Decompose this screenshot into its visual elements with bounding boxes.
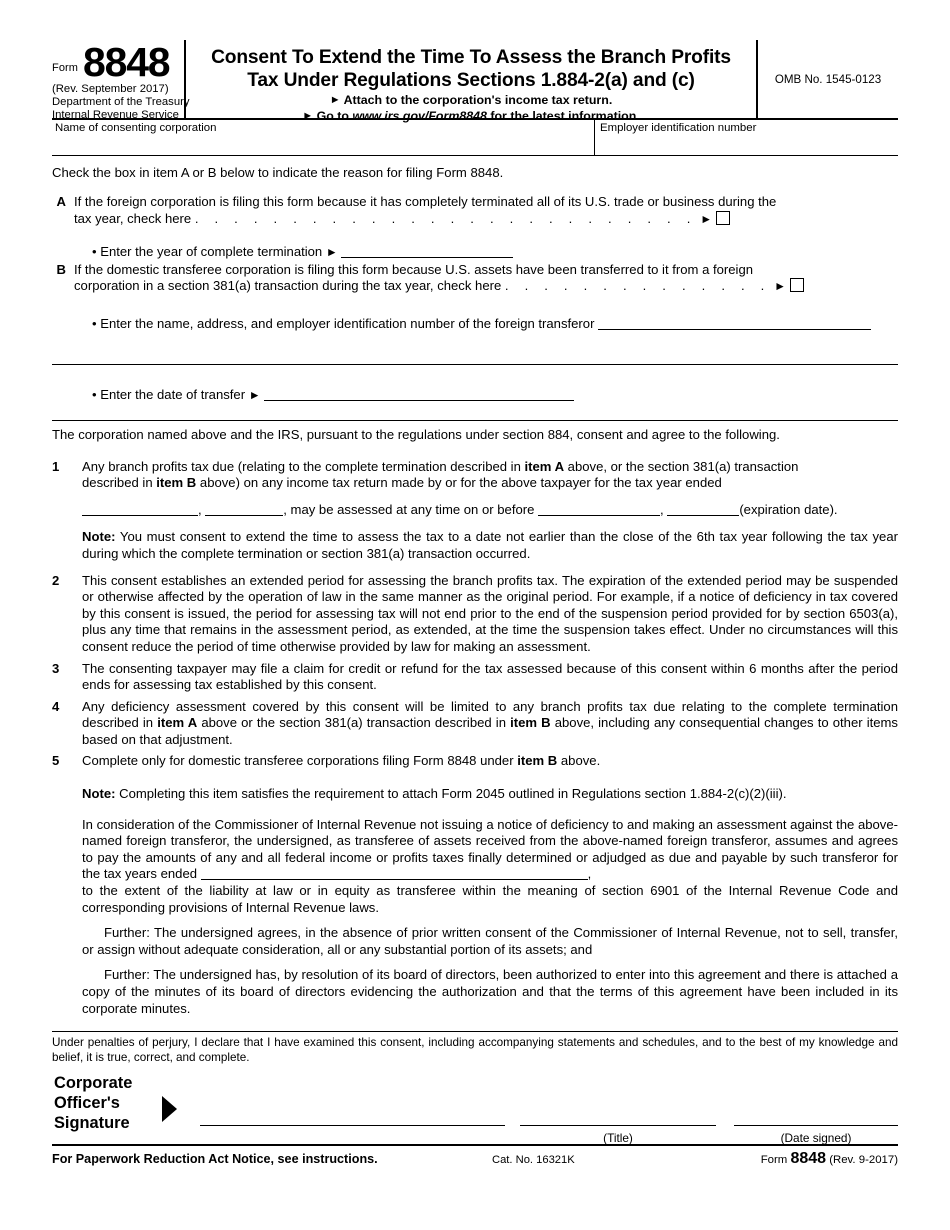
triangle-bullet-icon: ►: [302, 110, 314, 122]
consenting-corporation-label: Name of consenting corporation: [55, 122, 217, 134]
item-5-note: [82, 786, 898, 803]
consent-section-divider: [52, 420, 898, 421]
revision-date: (Rev. September 2017): [52, 83, 169, 95]
item-a-text-line-2: [74, 211, 898, 228]
form-sheet: [52, 40, 898, 1168]
item-5-bold-item-b: item B: [517, 753, 558, 769]
ein-field[interactable]: [595, 120, 898, 155]
form-title-line-2: Tax Under Regulations Sections 1.884-2(a) and (c): [247, 70, 695, 91]
triangle-bullet-icon: ►: [329, 94, 341, 106]
item-5-paragraph-1-text: In consideration of the Commissioner of Internal Revenue not issuing a notice of deficiency to and making an assessment against the above-named foreign transferor, the undersigned, as transferee of assets received from the above-named foreign transferor, assumes and agrees to pay the amounts of any and all federal income or profits taxes finally determined or adjudged as due and payable by such transferor for the tax years ended: [82, 816, 898, 882]
triangle-pointer-icon: ►: [774, 279, 787, 294]
item-5-paragraph-2: Further: The undersigned agrees, in the absence of prior written consent of the Commissioner of Internal Revenue, not to sell, transfer, or assign without adequate consideration, all or any substantial portion of its assets; and: [82, 925, 898, 957]
item-a-checkbox[interactable]: [716, 211, 730, 225]
bullet-year-label: Enter the year of complete termination: [100, 244, 323, 260]
foreign-transferor-input-line-1[interactable]: [598, 316, 871, 330]
signature-label-line-2: Officer's: [54, 1094, 120, 1113]
comma-separator-1: ,: [198, 501, 202, 517]
item-5-paragraph-3: Further: The undersigned has, by resolution of its board of directors, been authorized to enter into this agreement and there is attached a copy of the minutes of its board of directors evidencing the authorization and that the terms of this agreement have been included in its corporate minutes.: [82, 967, 898, 1016]
title-input-line[interactable]: [520, 1125, 716, 1126]
item-3-number: 3: [52, 660, 60, 676]
bullet-dot-icon: •: [92, 386, 97, 402]
form-header: [52, 39, 898, 123]
consent-agreement-intro: The corporation named above and the IRS, pursuant to the regulations under section 884, consent and agree to the following.: [52, 427, 780, 443]
bullet-year-row: [92, 244, 898, 261]
signature-area: [52, 1069, 898, 1144]
goto-prefix: Go to: [316, 109, 349, 123]
item-1-fill-line: [82, 502, 898, 519]
item-5-note-text: Completing this item satisfies the requirement to attach Form 2045 outlined in Regulations section 1.884-2(c)(2)(iii).: [115, 786, 787, 802]
title-caption: (Title): [603, 1131, 633, 1146]
item-b-row: [52, 262, 898, 295]
form-word-label: Form: [52, 62, 79, 74]
numbered-item-2: [52, 573, 898, 656]
department-line-1: Department of the Treasury: [52, 96, 190, 109]
signature-triangle-icon: [162, 1096, 177, 1122]
foreign-transferor-line-2-wrap: [52, 350, 898, 368]
item-3-text: The consenting taxpayer may file a claim for credit or refund for the tax assessed because of this consent within 6 months after the period ends for assessing tax established by this consent.: [82, 660, 898, 693]
catalog-number: Cat. No. 16321K: [492, 1154, 575, 1167]
form-title-line-1: Consent To Extend the Time To Assess the Branch Profits: [211, 47, 731, 68]
date-signed-input-line[interactable]: [734, 1125, 898, 1126]
item-1-end-text: (expiration date).: [739, 501, 838, 517]
item-2-text: This consent establishes an extended period for assessing the branch profits tax. The expiration of the extended period may be suspended or otherwise affected by the operation of law in the same manner as the original period. For example, if a notice of deficiency in tax covered by this consent is issued, the period for assessing tax will not end prior to the end of the suspension period provided for by section 6503(a), plus any time that remains in the assessment period, as extended, at the time the suspension takes effect. Under no circumstances will this consent reduce the period of time otherwise provided by law for making an assessment.: [82, 572, 898, 654]
triangle-pointer-icon: ►: [700, 211, 713, 226]
leader-dots: . . . . . . . . . . . . . .: [504, 278, 771, 294]
numbered-item-5: [52, 753, 898, 1017]
goto-suffix: for the latest information.: [490, 109, 640, 123]
tax-year-ended-year-input[interactable]: [205, 502, 283, 516]
leader-dots: . . . . . . . . . . . . . . . . . . . . . . . . . .: [194, 210, 697, 226]
item-5-text-part-1: Complete only for domestic transferee corporations filing Form 8848 under: [82, 753, 518, 769]
item-1-body: [82, 459, 898, 563]
name-ein-row: [52, 120, 898, 156]
date-of-transfer-input[interactable]: [264, 387, 574, 401]
footer-form-word: Form: [760, 1154, 788, 1167]
triangle-pointer-icon: ►: [248, 387, 261, 402]
footer-form-id: [698, 1150, 898, 1168]
item-4-text-part-1: Any deficiency assessment covered by this consent will be limited to any branch profits tax due relating to the complete termination described in: [82, 698, 898, 731]
item-1-line-1: [82, 459, 898, 476]
item-4-text-part-2: above or the section 381(a) transaction described in: [197, 715, 511, 731]
assessment-deadline-year-input[interactable]: [667, 502, 739, 516]
item-1-bold-item-a: item A: [524, 458, 565, 474]
item-5-paragraph-1: [82, 817, 898, 883]
transferee-tax-years-ended-input[interactable]: [201, 866, 588, 880]
year-of-termination-input[interactable]: [341, 244, 513, 258]
item-4-number: 4: [52, 698, 60, 714]
bullet-date-row: [92, 387, 898, 404]
item-1-bold-item-b: item B: [156, 475, 197, 491]
item-1-note-label: Note:: [82, 529, 116, 545]
item-1-text-part-1: Any branch profits tax due (relating to the complete termination described in: [82, 458, 525, 474]
comma-separator-3: ,: [587, 866, 592, 882]
ein-label: Employer identification number: [600, 122, 757, 134]
attach-instruction: [190, 93, 752, 108]
item-a-row: [52, 194, 898, 227]
bullet-date-label: Enter the date of transfer: [100, 386, 246, 402]
item-5-number: 5: [52, 753, 60, 769]
footer-form-number: 8848: [790, 1150, 827, 1168]
item-5-body: [82, 753, 898, 1017]
signature-label-line-1: Corporate: [54, 1074, 133, 1093]
numbered-item-1: [52, 459, 898, 563]
goto-url[interactable]: www.irs.gov/Form8848: [352, 109, 487, 123]
revision-block: [52, 83, 190, 122]
form-footer: [52, 1144, 898, 1168]
header-left-block: [52, 39, 190, 122]
comma-separator-2: ,: [660, 501, 664, 517]
item-5-paragraph-1-cont: to the extent of the liability at law or in equity as transferee within the meaning of section 6901 of the Internal Revenue Code and corresponding provisions of Internal Revenue laws.: [82, 883, 898, 915]
signature-label-line-3: Signature: [54, 1114, 130, 1133]
item-1-note: [82, 529, 898, 562]
item-b-checkbox[interactable]: [790, 278, 804, 292]
bullet-dot-icon: •: [92, 244, 97, 260]
item-a-letter: A: [56, 194, 66, 209]
item-a-body: [74, 194, 898, 227]
item-4-body: [82, 699, 898, 749]
item-1-line-2-pre: described in: [82, 475, 157, 491]
tax-year-ended-month-input[interactable]: [82, 502, 198, 516]
foreign-transferor-input-line-2[interactable]: [52, 351, 898, 365]
item-b-text-line-1: If the domestic transferee corporation is filing this form because U.S. assets have been transferred to it from a foreign: [74, 261, 754, 277]
omb-block: [758, 40, 898, 118]
item-1-line-2: [82, 475, 898, 492]
item-5-note-label: Note:: [82, 786, 116, 802]
item-4-bold-item-b: item B: [510, 715, 551, 731]
triangle-pointer-icon: ►: [325, 245, 338, 260]
date-signed-caption: (Date signed): [780, 1131, 852, 1146]
item-4-bold-item-a: item A: [157, 715, 198, 731]
item-a-text-line-1: If the foreign corporation is filing this form because it has completely terminated all of its U.S. trade or business during the: [74, 194, 777, 209]
paperwork-notice: For Paperwork Reduction Act Notice, see instructions.: [52, 1152, 378, 1167]
item-5-text-part-2: above.: [557, 753, 601, 769]
item-1-mid-text: , may be assessed at any time on or before: [283, 501, 535, 517]
numbered-item-3: [52, 661, 898, 694]
item-b-text-line-2-label: corporation in a section 381(a) transaction during the tax year, check here: [74, 278, 502, 294]
item-1-line-2-post: above) on any income tax return made by or for the above taxpayer for the tax year ended: [196, 475, 722, 491]
signature-input-line[interactable]: [200, 1125, 505, 1126]
item-b-body: [74, 262, 898, 295]
form-number: 8848: [83, 39, 170, 85]
department-line-2: Internal Revenue Service: [52, 109, 179, 122]
numbered-item-4: [52, 699, 898, 749]
item-5-line-1: [82, 753, 898, 770]
item-4-text-part-3: above, including any consequential changes to other items based on that adjustment.: [82, 715, 898, 747]
bullet-dot-icon: •: [92, 315, 97, 331]
signature-label: [54, 1073, 132, 1133]
attach-instruction-text: Attach to the corporation's income tax return.: [343, 93, 613, 107]
omb-number: OMB No. 1545-0123: [774, 72, 882, 86]
assessment-deadline-month-input[interactable]: [538, 502, 660, 516]
perjury-statement: Under penalties of perjury, I declare that I have examined this consent, including accompanying statements and schedules, and to the best of my knowledge and belief, it is true, correct, and complete.: [52, 1036, 898, 1064]
item-1-text-part-2: above, or the section 381(a) transaction: [564, 458, 799, 474]
filing-reason-intro: Check the box in item A or B below to indicate the reason for filing Form 8848.: [52, 165, 504, 180]
item-2-number: 2: [52, 572, 60, 588]
item-b-letter: B: [56, 261, 66, 277]
item-1-note-text: You must consent to extend the time to assess the tax to a date not earlier than the close of the 6th tax year following the tax year during which the complete termination or section 381(a) transaction occurred.: [82, 529, 898, 561]
item-1-number: 1: [52, 458, 60, 474]
footer-form-rev: (Rev. 9-2017): [829, 1154, 898, 1167]
header-title-block: [184, 40, 758, 123]
item-a-text-line-2-label: tax year, check here: [74, 210, 192, 226]
bullet-transferor-row: [92, 316, 898, 333]
item-b-text-line-2: [74, 278, 898, 295]
consenting-corporation-field[interactable]: [52, 120, 595, 155]
bullet-transferor-label: Enter the name, address, and employer identification number of the foreign transferor: [100, 315, 595, 331]
